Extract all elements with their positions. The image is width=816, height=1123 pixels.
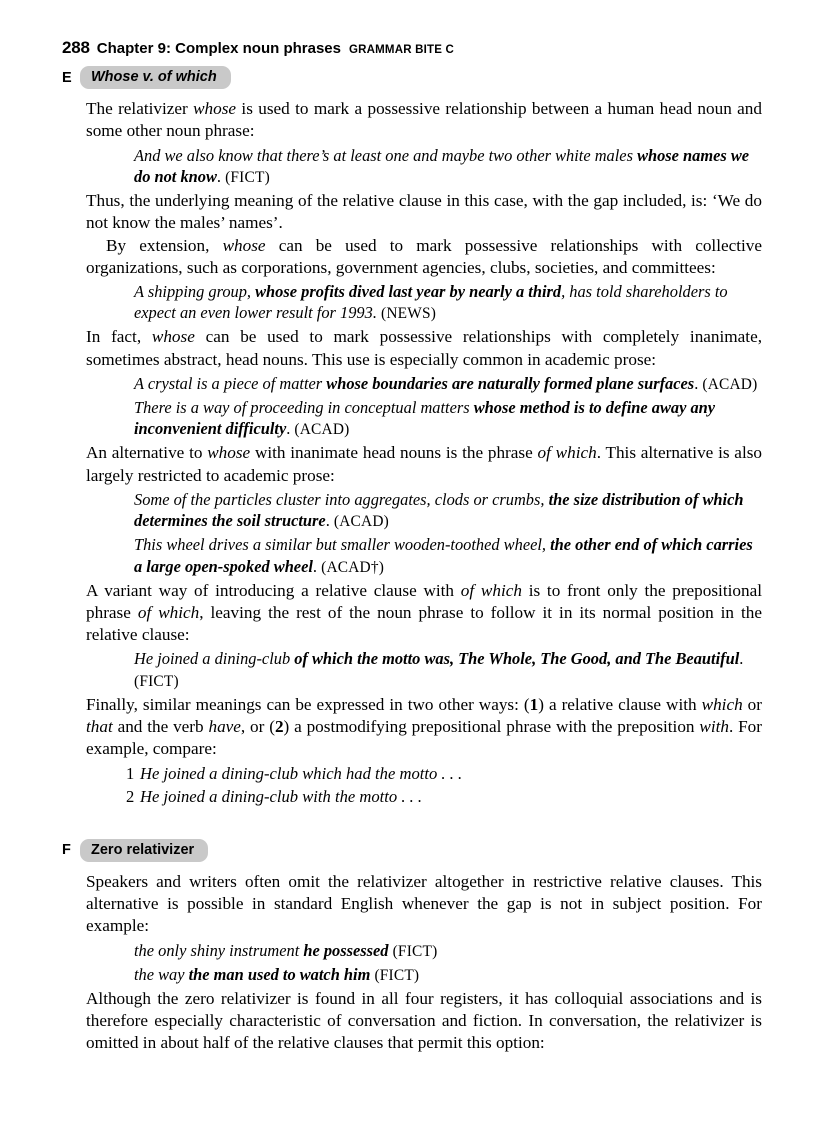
text-run: . — [216, 166, 226, 186]
text-run: . — [286, 419, 295, 439]
text-run-italic: with — [699, 716, 729, 736]
text-run-bold: whose boundaries are naturally formed plane surfaces — [326, 373, 695, 393]
section-letter-f: F — [62, 842, 71, 859]
paragraph-7 — [86, 694, 762, 761]
list-marker: 1 — [126, 764, 135, 784]
text-run: This wheel drives a similar but smaller wooden-toothed wheel, — [134, 535, 551, 555]
section-heading-e — [62, 66, 762, 89]
text-run-italic: whose — [151, 327, 195, 347]
text-run: is to front only the prepositional phrase — [86, 580, 762, 622]
page-content — [62, 62, 762, 1054]
paragraph-9: Although the zero relativizer is found in all four registers, it has colloquial associations and is therefore especially characteristic of conversation and fiction. In conversation, the relativizer is omitted in about half of the relative clauses that permit this option: — [86, 988, 762, 1053]
text-run: A shipping group, — [134, 282, 256, 302]
text-run-bold: whose method is to define away any inconvenient difficulty — [134, 397, 716, 439]
section-title-e: Whose v. of which — [80, 66, 231, 89]
text-run: can be used to mark possessive relationships with completely inanimate, sometimes abstract, head nouns. This use is especially common in academic prose: — [86, 327, 762, 369]
text-run: . . . — [397, 787, 423, 807]
paragraph-4 — [86, 326, 762, 371]
text-run: He joined a dining-club — [140, 764, 303, 784]
text-run: can be used to mark possessive relationships with collective organizations, such as corporations, government agencies, clubs, societies, and committees: — [86, 235, 763, 277]
text-run: . — [312, 556, 322, 576]
text-run-italic: of which — [460, 580, 522, 600]
paragraph-8: Speakers and writers often omit the relativizer altogether in restrictive relative clauses. This alternative is possible in standard English whenever the gap is not in subject position. For example: — [86, 871, 762, 936]
register-label: (FICT) — [225, 168, 270, 186]
text-run-italic: of which — [137, 602, 200, 622]
register-label: (FICT) — [374, 966, 420, 984]
text-run: , or ( — [240, 716, 275, 736]
example-8 — [86, 940, 762, 962]
text-run: He joined a dining-club — [140, 787, 303, 807]
text-run: The relativizer — [86, 99, 194, 119]
text-run: By extension, — [106, 235, 223, 255]
text-run: . — [325, 511, 334, 531]
example-6 — [86, 534, 762, 577]
example-5 — [86, 489, 762, 532]
text-run: Some of the particles cluster into aggregates, clods or crumbs, — [134, 489, 549, 509]
section-spacer — [62, 809, 762, 835]
register-label: (ACAD) — [702, 375, 758, 393]
paragraph-1 — [86, 98, 762, 143]
text-run-italic: which — [701, 694, 743, 714]
text-run: . — [739, 649, 744, 669]
section-title-f: Zero relativizer — [80, 839, 208, 862]
list-marker: 2 — [126, 787, 135, 807]
text-run-bold: with the motto — [302, 787, 398, 807]
paragraph-3 — [86, 235, 762, 280]
register-label: (ACAD†) — [321, 558, 385, 576]
register-label: (ACAD) — [294, 421, 350, 439]
text-run: A crystal is a piece of matter — [134, 373, 327, 393]
example-4 — [86, 397, 762, 440]
section-f-body — [86, 871, 762, 1055]
text-run: with inanimate head nouns is the phrase — [250, 443, 538, 463]
text-run-bold: whose profits dived last year by nearly a third — [255, 282, 562, 302]
text-run-bold: of which the motto was, The Whole, The Good, and The Beautiful — [294, 649, 740, 669]
section-heading-f — [62, 839, 762, 862]
section-e-body — [86, 98, 762, 808]
register-label: (FICT) — [134, 672, 179, 690]
paragraph-5 — [86, 442, 762, 487]
chapter-title: Chapter 9: Complex noun phrases — [96, 40, 341, 57]
text-run: There is a way of proceeding in conceptual matters — [134, 397, 474, 417]
text-run: . For example, compare: — [86, 716, 762, 759]
paragraph-2: Thus, the underlying meaning of the relative clause in this case, with the gap included, is: ‘We do not know the males’ names’. — [86, 191, 762, 233]
text-run: Finally, similar meanings can be expressed in two other ways: ( — [86, 694, 530, 714]
example-1 — [86, 145, 762, 188]
text-run: ) a postmodifying prepositional phrase with the preposition — [283, 716, 700, 736]
text-run: , has told shareholders to expect an even lower result for 1993. — [134, 282, 728, 323]
text-run-bold: the man used to watch him — [188, 964, 371, 984]
text-run: In fact, — [86, 327, 152, 347]
page-number: 288 — [62, 38, 90, 57]
text-run-italic: whose — [207, 443, 251, 463]
text-run: . This alternative is also largely restricted to academic prose: — [86, 443, 762, 485]
text-run: and the verb — [112, 716, 209, 736]
text-run: ) a relative clause with — [538, 694, 702, 714]
text-run-bold: 1 — [529, 694, 539, 714]
text-run-italic: that — [86, 716, 113, 736]
example-2 — [86, 281, 762, 324]
text-run-bold: the other end of which carries a large open-spoked wheel — [134, 535, 753, 576]
text-run-bold: which had the motto — [302, 764, 438, 784]
section-letter-e: E — [62, 69, 72, 86]
text-run: . . . — [437, 764, 463, 784]
list-item — [126, 786, 762, 809]
text-run-bold: he possessed — [303, 940, 389, 960]
page-header — [62, 38, 762, 58]
register-label: (NEWS) — [381, 305, 437, 323]
text-run-italic: of which — [537, 443, 597, 463]
text-run-bold: whose names we do not know — [134, 145, 750, 186]
example-7 — [86, 648, 762, 691]
text-run: the way — [134, 964, 189, 984]
text-run: And we also know that there’s at least one and maybe two other white males — [134, 145, 638, 165]
text-run-italic: whose — [193, 99, 237, 119]
text-run-italic: have — [208, 716, 241, 736]
example-3 — [86, 373, 762, 395]
example-9 — [86, 964, 762, 986]
grammar-bite-label: GRAMMAR BITE C — [348, 44, 454, 56]
text-run-bold: 2 — [274, 716, 284, 736]
list-item — [126, 763, 762, 786]
text-run: is used to mark a possessive relationship between a human head noun and some other noun phrase: — [86, 99, 762, 141]
text-run: An alternative to — [86, 443, 208, 463]
paragraph-6 — [86, 580, 762, 647]
text-run: . — [694, 373, 703, 393]
text-run-bold: the size distribution of which determines the soil structure — [134, 489, 744, 531]
text-run: A variant way of introducing a relative clause with — [86, 580, 461, 600]
register-label: (FICT) — [392, 942, 438, 960]
register-label: (ACAD) — [333, 513, 389, 531]
text-run-italic: whose — [222, 235, 266, 255]
text-run: the only shiny instrument — [134, 940, 304, 960]
text-run: or — [742, 694, 762, 714]
text-run: He joined a dining-club — [134, 649, 295, 669]
numbered-list — [86, 763, 762, 808]
text-run: , leaving the rest of the noun phrase to follow it in its normal position in the relative clause: — [86, 602, 762, 645]
